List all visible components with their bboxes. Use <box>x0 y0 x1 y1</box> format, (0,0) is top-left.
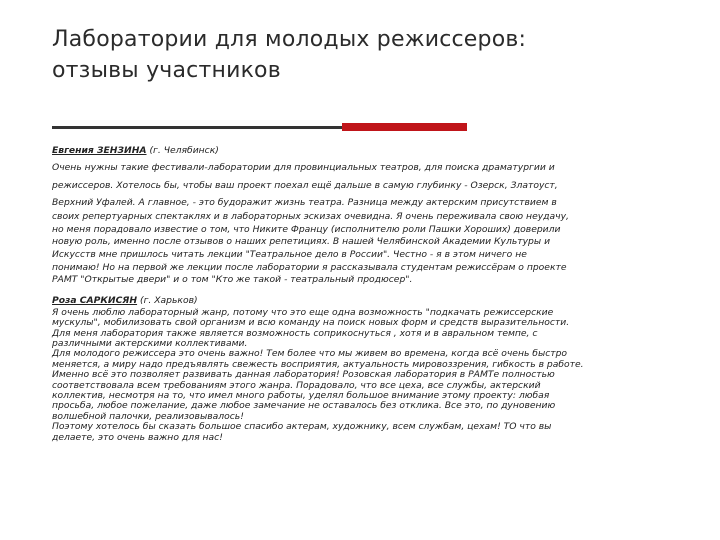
reviewer-city: (г. Харьков) <box>140 294 198 306</box>
review-text-line: делаете, это очень важно для нас! <box>52 431 223 443</box>
review-text-line: Очень нужны такие фестивали-лаборатории для провинциальных театров, для поиска драматургии и <box>52 162 555 174</box>
slide-title <box>52 24 672 86</box>
review-text-line: меняется, а миру надо предъявлять свежесть восприятия, актуальность мировоззрения, гибкость в работе. <box>52 358 584 370</box>
review-text-line: Поэтому хотелось бы сказать большое спасибо актерам, художнику, всем службам, цехам! ТО что вы <box>52 421 552 433</box>
review-text-line: Я очень люблю лабораторный жанр, потому что это еще одна возможность "подкачать режиссерские <box>52 306 554 318</box>
review-text-line: режиссеров. Хотелось бы, чтобы ваш проект поехал ещё дальше в самую глубинку - Озерск, Златоуст, <box>52 179 558 191</box>
reviewer-city: (г. Челябинск) <box>149 145 219 156</box>
review-text-line: Для меня лаборатория также является возможность соприкоснуться , хотя и в авральном темпе, с <box>52 327 538 339</box>
review-sarkisyan <box>52 294 682 443</box>
title-line-2: отзывы участников <box>52 58 281 83</box>
review-text-line: различными актерскими коллективами. <box>52 337 248 349</box>
title-line-1: Лаборатории для молодых режиссеров: <box>52 27 527 52</box>
review-text-line: соответствовала всем требованиям этого жанра. Порадовало, что все цеха, все службы, актерский <box>52 379 541 391</box>
review-text-line: Искусств мне пришлось читать лекции "Театральное дело в России". Честно - я в этом ничего не <box>52 248 527 260</box>
review-text-line: новую роль, именно после отзывов о наших репетициях. В нашей Челябинской Академии Культуры и <box>52 236 551 248</box>
review-text-line: Верхний Уфалей. А главное, - это будоражит жизнь театра. Разница между актерским присутствием в <box>52 196 557 208</box>
review-text-line: понимаю! Но на первой же лекции после лаборатории я рассказывала студентам режиссёрам о проекте <box>52 261 567 273</box>
review-text-line: Именно всё это позволяет развивать данная лаборатория! Розовская лаборатория в РАМТе полностью <box>52 369 555 381</box>
review-text-line: коллектив, несмотря на то, что имел много работы, уделял большое внимание этому проекту: любая <box>52 390 550 401</box>
review-zenzina <box>52 142 682 287</box>
reviewer-name: Роза САРКИСЯН <box>52 294 138 306</box>
review-text-line: волшебной палочки, реализовывалось! <box>52 410 244 422</box>
review-author-line <box>52 294 682 308</box>
reviewer-name: Евгения ЗЕНЗИНА <box>52 145 147 156</box>
review-text-line: но меня порадовало известие о том, что Никите Францу (исполнителю роли Пашки Хороших) доверили <box>52 223 561 235</box>
review-text-line: своих репертуарных спектаклях и в лабораторных эскизах очевидна. Я очень переживала свою неудачу, <box>52 211 569 223</box>
review-text-line: просьба, любое пожелание, даже любое замечание не оставалось без отклика. Все это, по дуновению <box>52 400 556 412</box>
review-text-line: Для молодого режиссера это очень важно! Тем более что мы живем во времена, когда всё очень быстро <box>52 348 568 360</box>
divider-red-bar <box>342 123 467 131</box>
divider-dark-bar <box>52 126 342 129</box>
slide-body <box>52 142 682 443</box>
review-text-line: мускулы", мобилизовать свой организм и всю команду на поиск новых форм и средств выразительности. <box>52 317 570 329</box>
review-text-line: РАМТ "Открытые двери" и о том "Кто же такой - театральный продюсер". <box>52 274 413 286</box>
review-author-line <box>52 142 682 159</box>
